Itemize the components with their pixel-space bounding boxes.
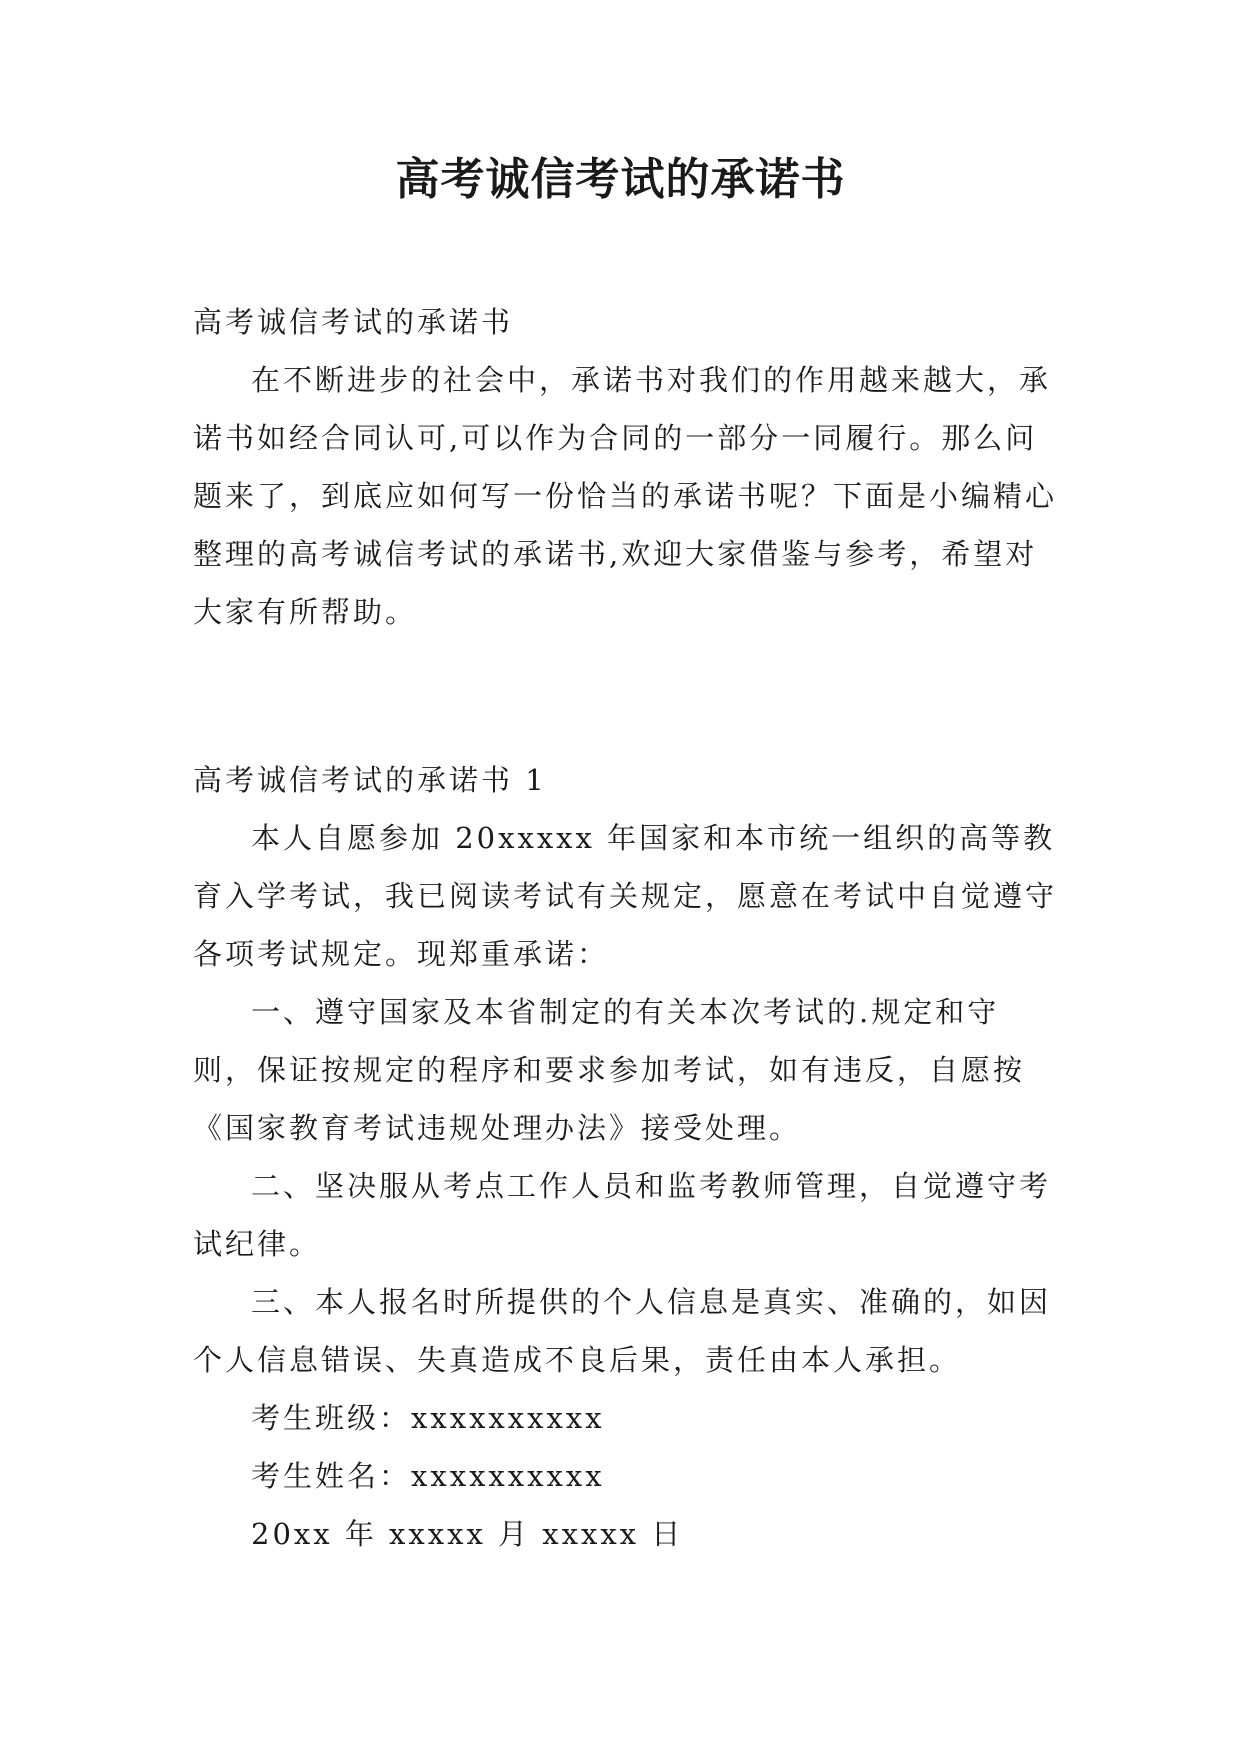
intro-block	[193, 293, 1063, 641]
pledge-item-2: 二、坚决服从考点工作人员和监考教师管理，自觉遵守考试纪律。	[193, 1169, 1052, 1261]
intro-paragraph: 在不断进步的社会中，承诺书对我们的作用越来越大，承诺书如经合同认可,可以作为合同的一部分一同履行。那么问题来了，到底应如何写一份恰当的承诺书呢？下面是小编精心整理的高考诚信考试的承诺书,欢迎大家借鉴与参考，希望对大家有所帮助。	[193, 363, 1058, 629]
pledge-item-3: 三、本人报名时所提供的个人信息是真实、准确的，如因个人信息错误、失真造成不良后果，责任由本人承担。	[193, 1285, 1052, 1377]
intro-heading: 高考诚信考试的承诺书	[193, 305, 514, 339]
student-name-line: 考生姓名：xxxxxxxxxx	[251, 1459, 605, 1493]
document-title: 高考诚信考试的承诺书	[395, 154, 846, 205]
student-class-line: 考生班级：xxxxxxxxxx	[251, 1401, 605, 1435]
section-1-paragraph: 本人自愿参加 20xxxxx 年国家和本市统一组织的高等教育入学考试，我已阅读考试有关规定，愿意在考试中自觉遵守各项考试规定。现郑重承诺：	[193, 821, 1058, 971]
date-line: 20xx 年 xxxxx 月 xxxxx 日	[251, 1517, 684, 1551]
pledge-item-1: 一、遵守国家及本省制定的有关本次考试的.规定和守则，保证按规定的程序和要求参加考试，如有违反，自愿按《国家教育考试违规处理办法》接受处理。	[193, 995, 1026, 1145]
section-1-block	[193, 751, 1063, 1563]
section-1-heading: 高考诚信考试的承诺书 1	[193, 763, 547, 797]
